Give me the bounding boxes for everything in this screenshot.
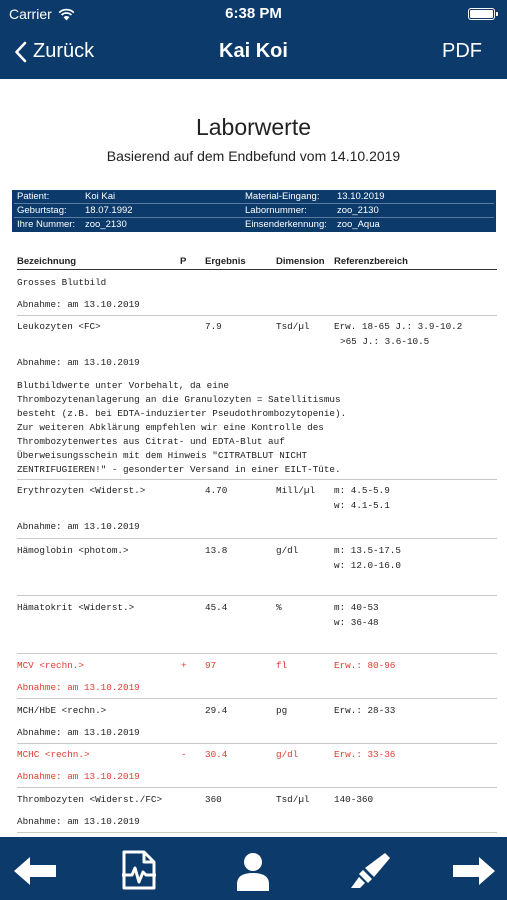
abnahme-text: Abnahme: am 13.10.2019 — [17, 682, 140, 693]
info-label: Geburtstag: — [17, 205, 67, 216]
test-reference: w: 4.1-5.1 — [334, 500, 390, 511]
test-unit: Tsd/µl — [276, 321, 310, 332]
report-page[interactable] — [0, 79, 507, 837]
marker-icon — [347, 850, 391, 892]
info-value: Koi Kai — [85, 191, 116, 202]
divider — [17, 538, 497, 539]
previous-button[interactable] — [12, 856, 58, 891]
abnahme-text: Abnahme: am 13.10.2019 — [17, 357, 140, 368]
note-line: Thrombozytenanlagerung an die Granulozyten = Satellitismus — [17, 394, 341, 405]
test-unit: g/dl — [276, 749, 299, 760]
note-line: besteht (z.B. bei EDTA-induzierter Pseudothrombozytopenie). — [17, 408, 347, 419]
status-bar — [0, 0, 507, 28]
test-unit: % — [276, 602, 282, 613]
test-value: 4.70 — [205, 485, 228, 496]
test-unit: fl — [276, 660, 288, 671]
clock: 6:38 PM — [225, 5, 282, 22]
report-button[interactable] — [122, 850, 156, 895]
battery-icon — [468, 8, 495, 20]
note-line: Thrombozytenwertes aus Citrat- und EDTA-Blut auf — [17, 436, 285, 447]
test-name: Erythrozyten <Widerst.> — [17, 485, 146, 496]
test-name: Thrombozyten <Widerst./FC> — [17, 794, 163, 805]
info-value: 13.10.2019 — [337, 191, 385, 202]
col-header-dimension: Dimension — [276, 256, 325, 267]
test-name: MCH/HbE <rechn.> — [17, 705, 107, 716]
divider — [17, 653, 497, 654]
next-button[interactable] — [451, 856, 497, 891]
abnahme-text: Abnahme: am 13.10.2019 — [17, 816, 140, 827]
test-reference: w: 12.0-16.0 — [334, 560, 401, 571]
test-reference: Erw.: 80-96 — [334, 660, 396, 671]
test-name: MCHC <rechn.> — [17, 749, 90, 760]
test-value: 30.4 — [205, 749, 228, 760]
test-flag: + — [181, 660, 187, 671]
test-reference: 140-360 — [334, 794, 374, 805]
arrow-left-icon — [12, 856, 58, 886]
info-value: zoo_2130 — [85, 219, 127, 230]
person-icon — [236, 852, 270, 892]
divider — [17, 595, 497, 596]
test-value: 13.8 — [205, 545, 228, 556]
back-label: Zurück — [33, 40, 95, 62]
note-line: Blutbildwerte unter Vorbehalt, da eine — [17, 380, 230, 391]
patient-button[interactable] — [236, 852, 270, 897]
bottom-toolbar — [0, 837, 507, 900]
patient-info-table — [12, 190, 496, 232]
test-value: 29.4 — [205, 705, 228, 716]
test-value: 360 — [205, 794, 222, 805]
col-header-p: P — [180, 256, 187, 267]
col-header-ergebnis: Ergebnis — [205, 256, 246, 267]
test-reference: w: 36-48 — [334, 617, 379, 628]
test-reference: Erw.: 33-36 — [334, 749, 396, 760]
divider — [17, 698, 497, 699]
highlight-button[interactable] — [347, 850, 391, 897]
test-unit: Mill/µl — [276, 485, 316, 496]
col-header-bezeichnung: Bezeichnung — [17, 256, 77, 267]
nav-title: Kai Koi — [219, 40, 288, 62]
pdf-button[interactable]: PDF — [442, 40, 482, 62]
report-icon — [122, 850, 156, 890]
info-row — [14, 204, 494, 218]
carrier-label: Carrier — [9, 6, 52, 22]
info-row — [14, 218, 494, 232]
test-reference: m: 40-53 — [334, 602, 379, 613]
test-name: Leukozyten <FC> — [17, 321, 101, 332]
test-name: Hämoglobin <photom.> — [17, 545, 129, 556]
info-value: 18.07.1992 — [85, 205, 133, 216]
note-line: Zur weiteren Abklärung empfehlen wir eine Kontrolle des — [17, 422, 324, 433]
test-reference: Erw. 18-65 J.: 3.9-10.2 — [334, 321, 463, 332]
info-label: Material-Eingang: — [245, 191, 320, 202]
info-label: Labornummer: — [245, 205, 307, 216]
test-flag: - — [181, 749, 187, 760]
test-value: 97 — [205, 660, 217, 671]
col-header-referenz: Referenzbereich — [334, 256, 408, 267]
divider — [17, 743, 497, 744]
divider — [17, 479, 497, 480]
test-name: MCV <rechn.> — [17, 660, 84, 671]
test-reference: m: 4.5-5.9 — [334, 485, 390, 496]
report-subtitle: Basierend auf dem Endbefund vom 14.10.2019 — [106, 148, 401, 164]
test-name: Hämatokrit <Widerst.> — [17, 602, 135, 613]
navigation-bar — [0, 28, 507, 79]
abnahme-text: Abnahme: am 13.10.2019 — [17, 521, 140, 532]
divider — [17, 315, 497, 316]
info-value: zoo_2130 — [337, 205, 379, 216]
test-value: 7.9 — [205, 321, 222, 332]
group-title: Grosses Blutbild — [17, 277, 107, 288]
abnahme-text: Abnahme: am 13.10.2019 — [17, 299, 140, 310]
info-row — [14, 190, 494, 204]
test-value: 45.4 — [205, 602, 228, 613]
info-label: Patient: — [17, 191, 50, 202]
lab-table-header — [17, 254, 497, 270]
test-unit: Tsd/µl — [276, 794, 310, 805]
test-reference: Erw.: 28-33 — [334, 705, 396, 716]
test-reference: >65 J.: 3.6-10.5 — [340, 336, 430, 347]
info-label: Ihre Nummer: — [17, 219, 76, 230]
arrow-right-icon — [451, 856, 497, 886]
test-unit: g/dl — [276, 545, 299, 556]
divider — [17, 832, 497, 833]
report-title: Laborwerte — [195, 114, 312, 140]
abnahme-text: Abnahme: am 13.10.2019 — [17, 727, 140, 738]
test-unit: pg — [276, 705, 288, 716]
info-label: Einsenderkennung: — [245, 219, 327, 230]
abnahme-text: Abnahme: am 13.10.2019 — [17, 771, 140, 782]
note-line: Überweisungsschein mit dem Hinweis "CITRATBLUT NICHT — [17, 450, 308, 461]
test-reference: m: 13.5-17.5 — [334, 545, 401, 556]
divider — [17, 787, 497, 788]
note-line: ZENTRIFUGIEREN!" - gesonderter Versand in einer EILT-Tüte. — [17, 464, 341, 475]
info-value: zoo_Aqua — [337, 219, 380, 230]
